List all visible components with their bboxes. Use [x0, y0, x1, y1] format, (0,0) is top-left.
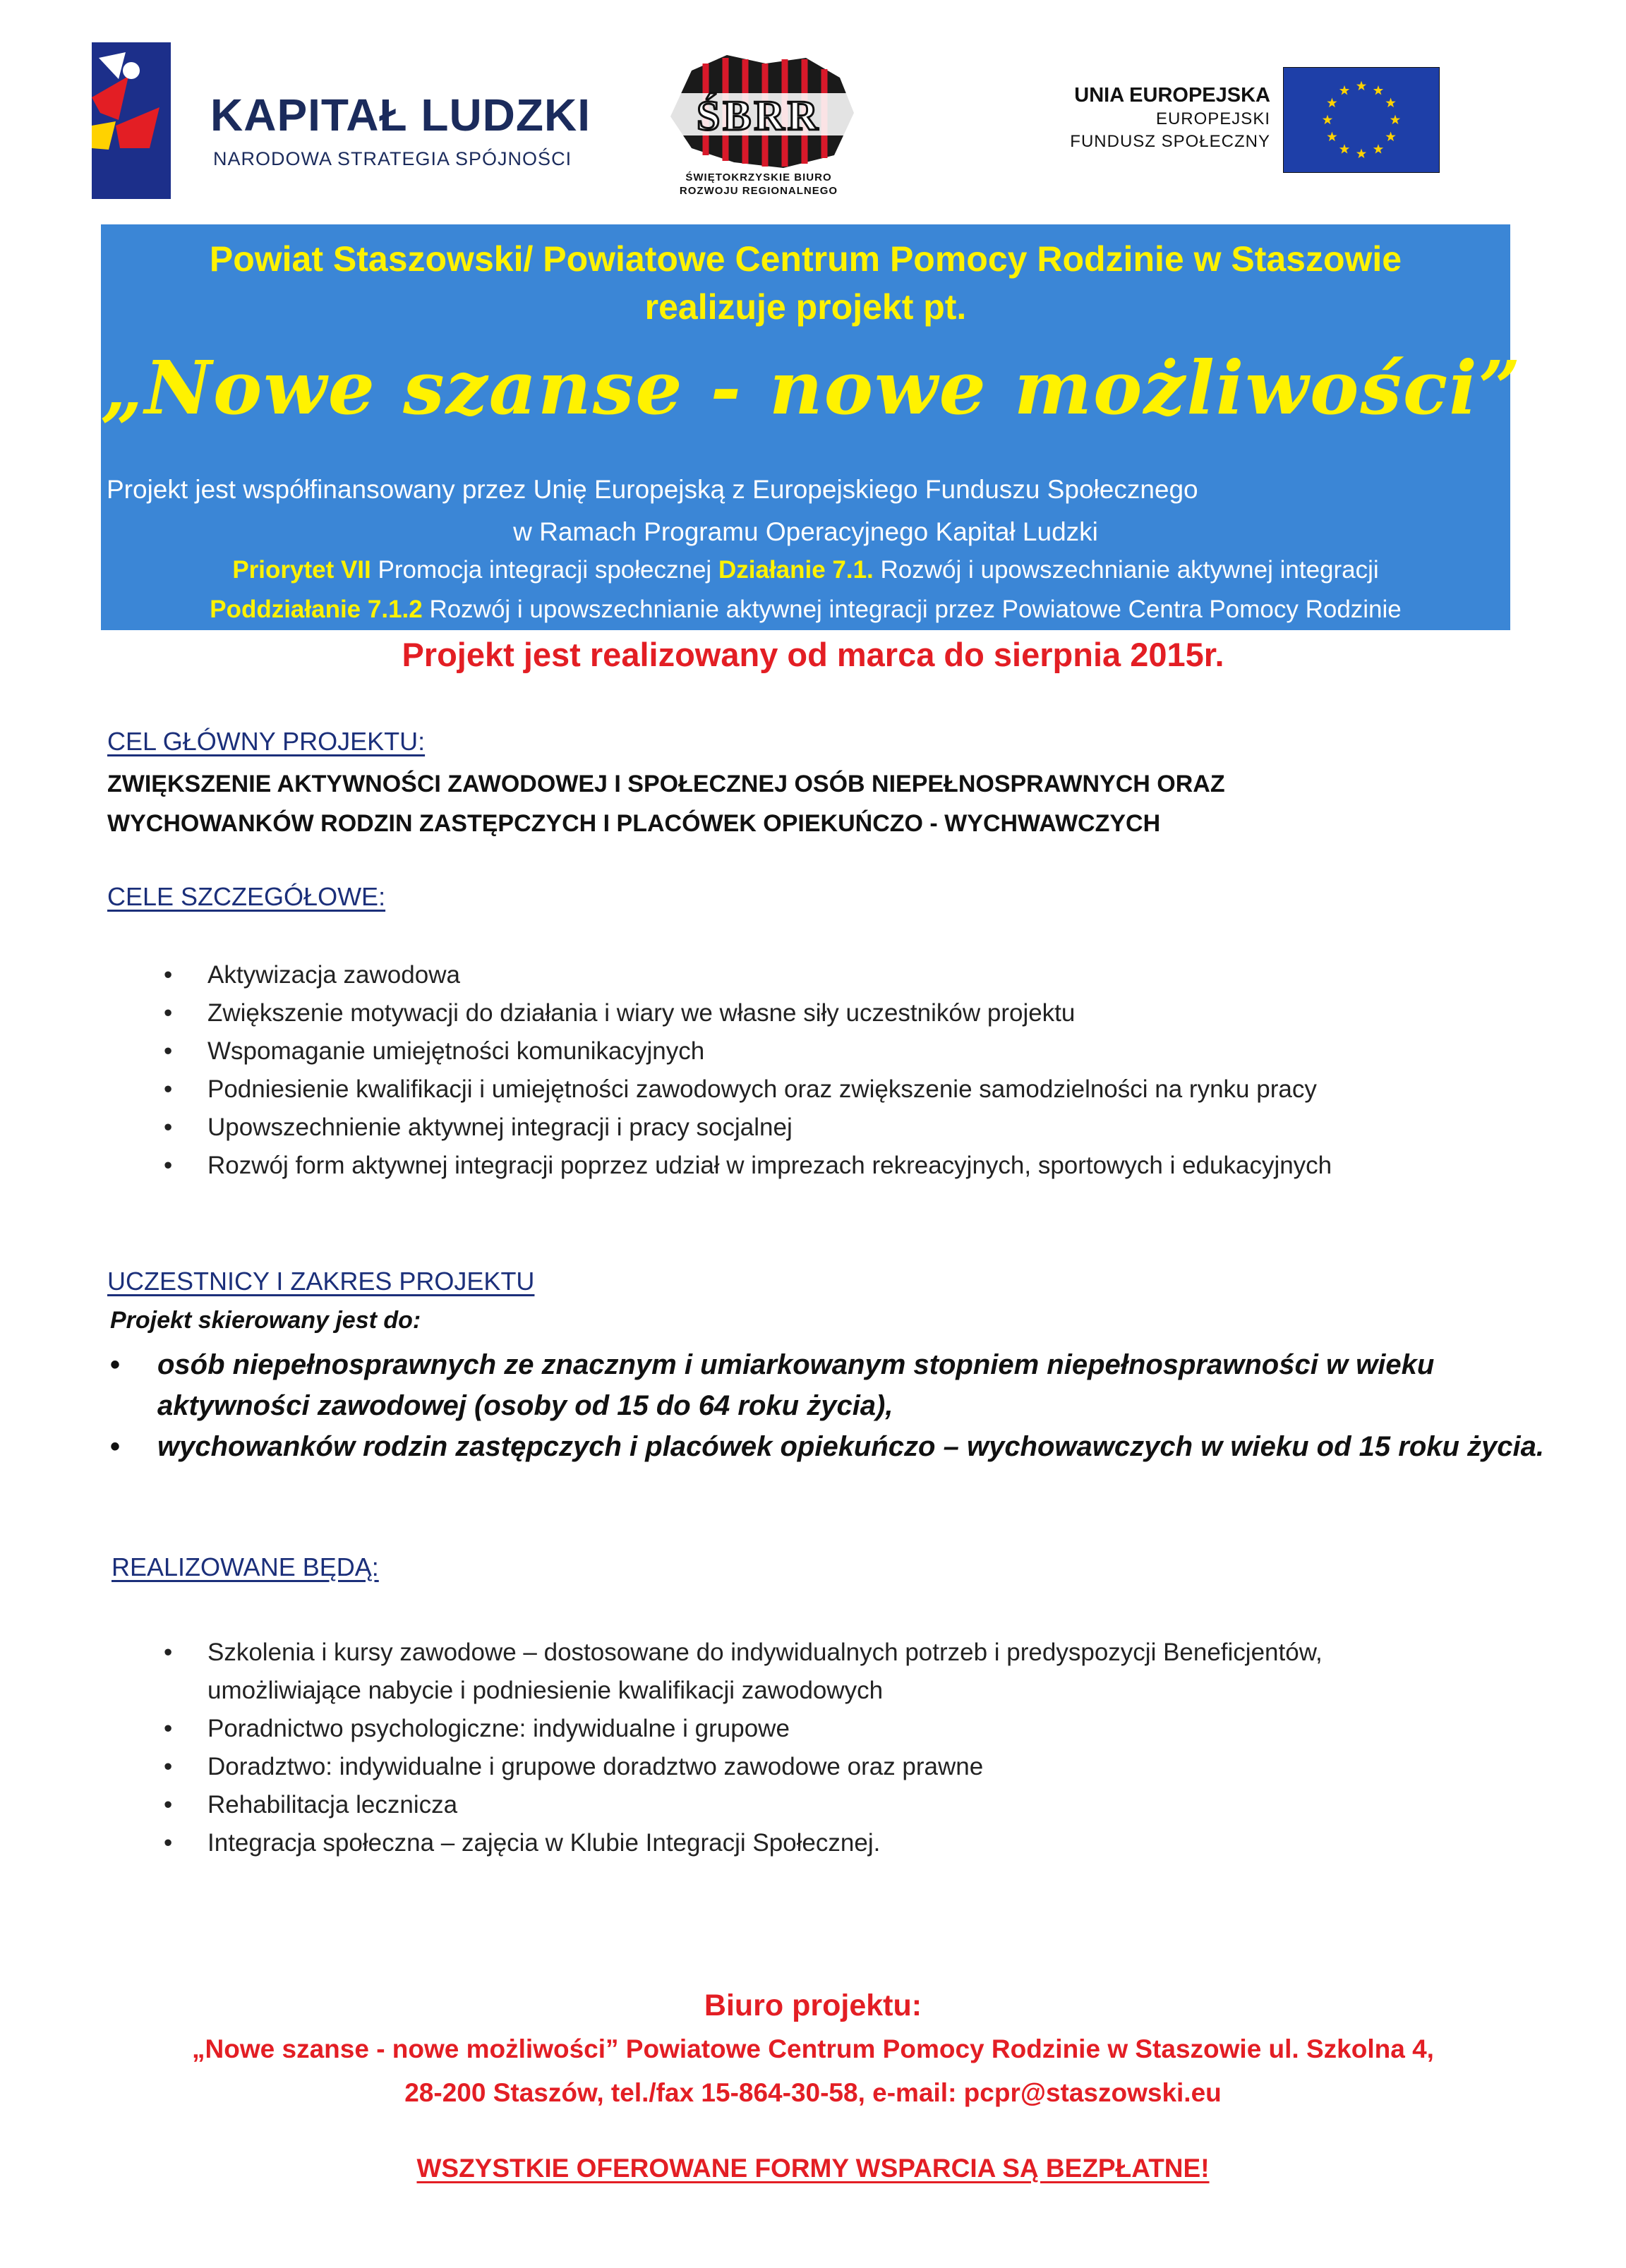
participants-list	[110, 1344, 1569, 1467]
bullet-icon: •	[164, 1152, 173, 1179]
activities-list	[164, 1634, 1450, 1862]
list-item-text: Rozwój form aktywnej integracji poprzez udział w imprezach rekreacyjnych, sportowych i edukacyjnych	[207, 1152, 1332, 1179]
bullet-icon: •	[164, 999, 173, 1027]
list-item	[164, 1710, 1450, 1748]
cofinance-line1: Projekt jest współfinansowany przez Unię Europejską z Europejskiego Funduszu Społecznego	[107, 475, 1198, 504]
list-item-text: wychowanków rodzin zastępczych i placówek opiekuńczo – wychowawczych w wieku od 15 roku życia.	[157, 1431, 1545, 1462]
free-support-notice: WSZYSTKIE OFEROWANE FORMY WSPARCIA SĄ BEZPŁATNE!	[416, 2154, 1210, 2183]
main-goal-line2: WYCHOWANKÓW RODZIN ZASTĘPCZYCH I PLACÓWEK OPIEKUŃCZO - WYCHWAWCZYCH	[107, 810, 1161, 837]
bullet-icon: •	[110, 1349, 121, 1380]
bullet-icon: •	[164, 1639, 173, 1666]
list-item-text: Podniesienie kwalifikacji i umiejętności zawodowych oraz zwiększenie samodzielności na rynku pracy	[207, 1075, 1317, 1103]
detailed-goals-heading: CELE SZCZEGÓŁOWE:	[107, 882, 386, 911]
main-goal-heading: CEL GŁÓWNY PROJEKTU:	[107, 727, 426, 756]
eu-flag-icon	[1283, 67, 1440, 173]
subaction-label: Poddziałanie 7.1.2	[210, 596, 423, 623]
list-item-text: Zwiększenie motywacji do działania i wiary we własne siły uczestników projektu	[207, 999, 1076, 1027]
list-item	[110, 1426, 1569, 1467]
list-item	[164, 1748, 1450, 1786]
main-goal-text	[107, 764, 1225, 843]
list-item-text: Szkolenia i kursy zawodowe – dostosowane do indywidualnych potrzeb i predyspozycji Beneficjentów, umożliwiające nabycie i podniesienie kwalifikacji zawodowych	[207, 1639, 1323, 1704]
sbrr-mark	[642, 49, 875, 173]
participants-intro: Projekt skierowany jest do:	[110, 1307, 421, 1334]
list-item-text: Doradztwo: indywidualne i grupowe doradztwo zawodowe oraz prawne	[207, 1753, 984, 1780]
list-item	[164, 1109, 1421, 1147]
priority-label: Priorytet VII	[232, 556, 371, 584]
sbrr-subtitle-line2: ROZWOJU REGIONALNEGO	[679, 185, 838, 197]
banner-realizes: realizuje projekt pt.	[644, 287, 967, 327]
project-office-address: „Nowe szanse - nowe możliwości” Powiatowe Centrum Pomocy Rodzinie w Staszowie ul. Szkolna 4,	[192, 2034, 1434, 2063]
project-office-contact: 28-200 Staszów, tel./fax 15-864-30-58, e-mail: pcpr@staszowski.eu	[404, 2078, 1222, 2107]
list-item	[164, 1032, 1421, 1070]
action-label: Działanie 7.1.	[718, 556, 874, 584]
sbrr-subtitle-line1: ŚWIĘTOKRZYSKIE BIURO	[685, 171, 832, 183]
eu-fund-label-line1: EUROPEJSKI	[1155, 109, 1270, 128]
bullet-icon: •	[164, 1114, 173, 1141]
list-item	[164, 1147, 1421, 1185]
cofinance-line2: w Ramach Programu Operacyjnego Kapitał Ludzki	[513, 517, 1098, 546]
bullet-icon: •	[164, 1075, 173, 1103]
list-item	[164, 1786, 1450, 1824]
bullet-icon: •	[164, 961, 173, 989]
bullet-icon: •	[110, 1431, 121, 1462]
list-item	[164, 956, 1421, 994]
list-item-text: Upowszechnienie aktywnej integracji i pracy socjalnej	[207, 1114, 793, 1141]
bullet-icon: •	[164, 1829, 173, 1857]
list-item-text: Rehabilitacja lecznicza	[207, 1791, 458, 1818]
banner-organizer: Powiat Staszowski/ Powiatowe Centrum Pomocy Rodzinie w Staszowie	[209, 239, 1402, 279]
kapital-ludzki-title: KAPITAŁ LUDZKI	[210, 90, 591, 140]
bullet-icon: •	[164, 1037, 173, 1065]
bullet-icon: •	[164, 1715, 173, 1742]
kapital-ludzki-emblem-icon	[92, 42, 171, 199]
sbrr-mark-text: ŚBRR	[696, 92, 821, 139]
project-banner	[101, 224, 1522, 630]
project-title: „Nowe szanse - nowe możliwości”	[101, 344, 1522, 431]
eu-fund-label-line2: FUNDUSZ SPOŁECZNY	[1070, 132, 1270, 151]
list-item	[164, 1634, 1450, 1710]
participants-heading: UCZESTNICY I ZAKRES PROJEKTU	[107, 1267, 535, 1296]
priority-line	[101, 556, 1510, 584]
list-item-text: Integracja społeczna – zajęcia w Klubie Integracji Społecznej.	[207, 1829, 881, 1857]
main-goal-line1: ZWIĘKSZENIE AKTYWNOŚCI ZAWODOWEJ I SPOŁECZNEJ OSÓB NIEPEŁNOSPRAWNYCH ORAZ	[107, 771, 1225, 797]
eu-union-label: UNIA EUROPEJSKA	[1074, 84, 1270, 107]
list-item-text: osób niepełnosprawnych ze znacznym i umiarkowanym stopniem niepełnosprawności w wieku aktywności zawodowej (osoby od 15 do 64 roku życia),	[157, 1349, 1435, 1421]
kapital-ludzki-logo	[92, 42, 591, 201]
priority-text: Promocja integracji społecznej	[371, 556, 718, 584]
activities-heading: REALIZOWANE BĘDĄ:	[112, 1552, 379, 1581]
project-office-heading: Biuro projektu:	[704, 1989, 922, 2022]
list-item	[164, 1824, 1450, 1862]
list-item	[110, 1344, 1569, 1426]
detailed-goals-list	[164, 956, 1421, 1185]
action-text: Rozwój i upowszechnianie aktywnej integracji	[873, 556, 1379, 584]
eu-logo	[1009, 67, 1440, 180]
list-item	[164, 1070, 1421, 1109]
eu-text-block	[1070, 83, 1270, 153]
subaction-line	[101, 596, 1510, 624]
project-period: Projekt jest realizowany od marca do sierpnia 2015r.	[402, 636, 1224, 673]
list-item-text: Aktywizacja zawodowa	[207, 961, 460, 989]
list-item-text: Wspomaganie umiejętności komunikacyjnych	[207, 1037, 705, 1065]
subaction-text: Rozwój i upowszechnianie aktywnej integracji przez Powiatowe Centra Pomocy Rodzinie	[422, 596, 1402, 623]
sbrr-logo	[642, 49, 875, 201]
bullet-icon: •	[164, 1753, 173, 1780]
list-item	[164, 994, 1421, 1032]
bullet-icon: •	[164, 1791, 173, 1818]
sbrr-subtitle	[642, 171, 875, 198]
kapital-ludzki-subtitle: NARODOWA STRATEGIA SPÓJNOŚCI	[213, 148, 572, 169]
list-item-text: Poradnictwo psychologiczne: indywidualne i grupowe	[207, 1715, 790, 1742]
